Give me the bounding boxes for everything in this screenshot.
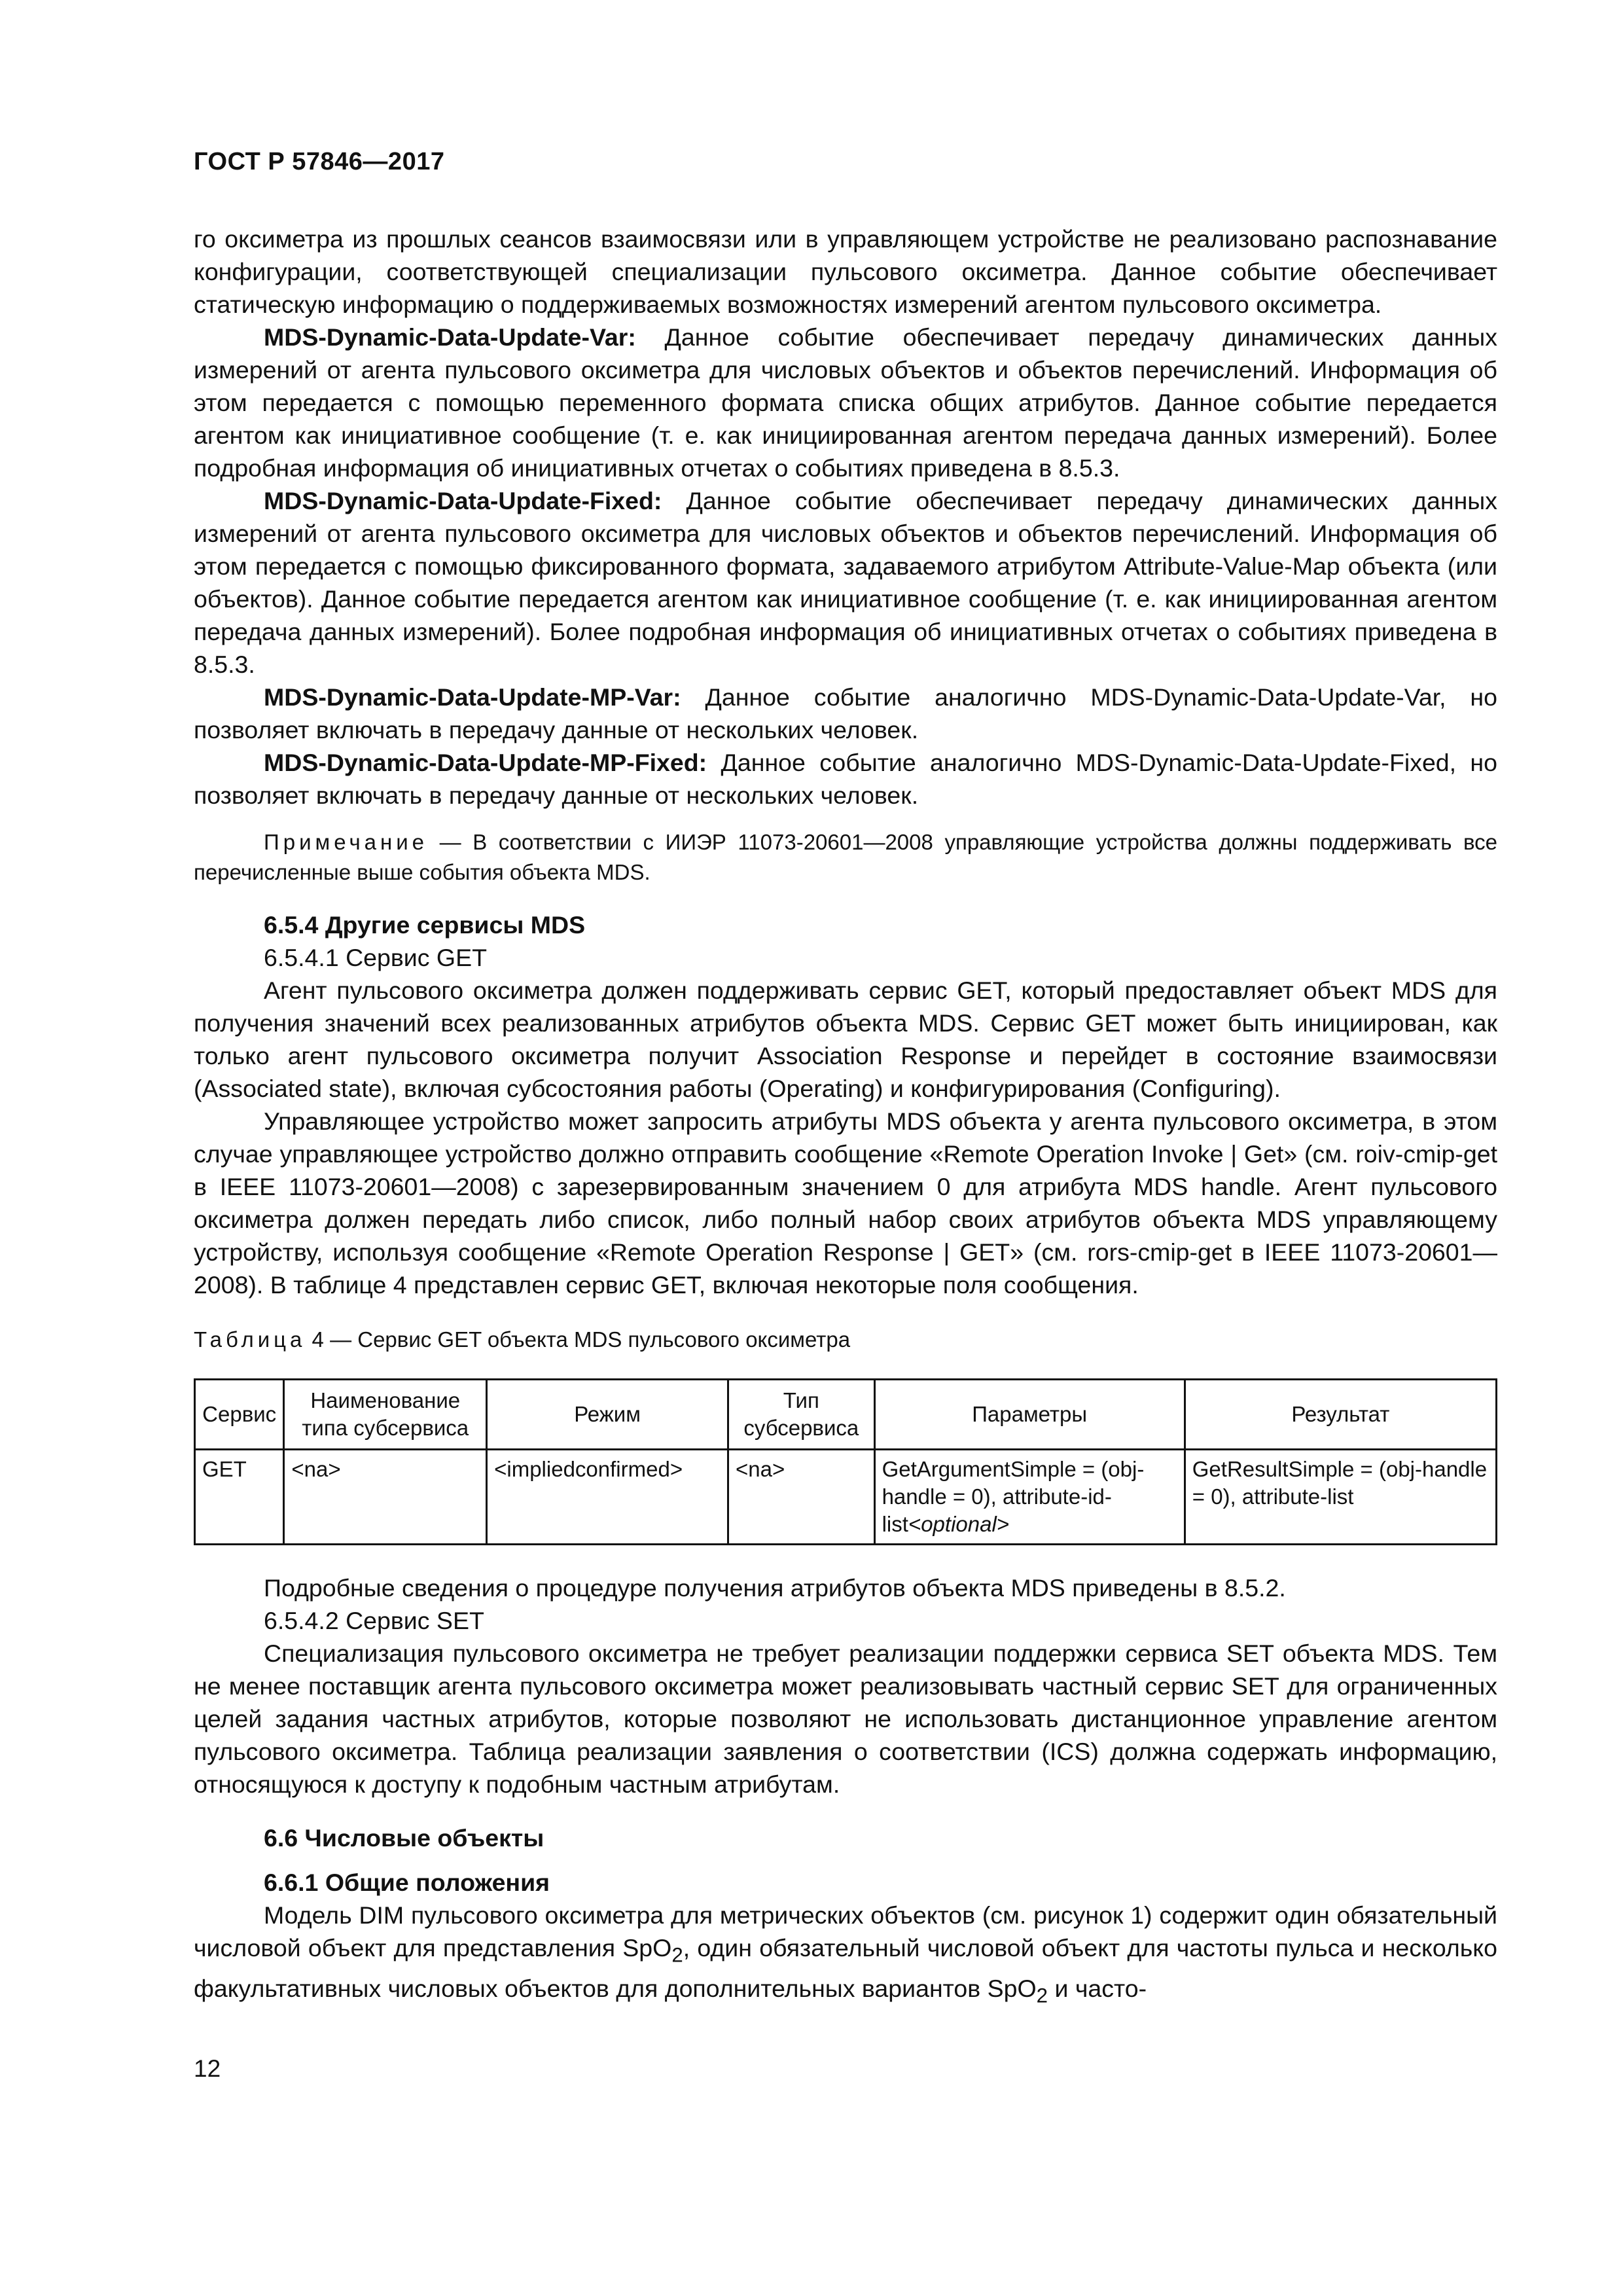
paragraph-continuation: го оксиметра из прошлых сеансов взаимосвязи или в управляющем устройстве не реализовано распознавание конфигурации, соответствующей специализации пульсового оксиметра. Данное событие обеспечивает статическую информацию о поддерживаемых возможностях измерений агентом пульсового оксиметра. xyxy=(194,225,1497,318)
subscript-2: 2 xyxy=(671,1943,683,1967)
event-description: Данное событие обеспечивает передачу динамических данных измерений от агента пульсового оксиметра для числовых объектов и объектов перечислений. Информация об этом передается с помощью фиксированного формата, задаваемого атрибутом Attribute-Value-Map объекта (или объектов). Данное событие передается агентом как инициативное сообщение (т. е. как инициированная агентом передача данных измерений). Более подробная информация об инициативных отчетах о событиях приведена в 8.5.3. xyxy=(194,487,1497,678)
table-header-cell: Результат xyxy=(1185,1380,1496,1450)
get-request-paragraph: Управляющее устройство может запросить атрибуты MDS объекта у агента пульсового оксиметра, в этом случае управляющее устройство должно отправить сообщение «Remote Operation Invoke | Get» (см. roiv-cmip-get в IEEE 11073-20601—2008) с зарезервированным значением 0 для атрибута MDS handle. Агент пульсового оксиметра должен передать либо список, либо полный набор своих атрибутов объекта MDS управляющему устройству, используя сообщение «Remote Operation Response | GET» (см. rors-cmip-get в IEEE 11073-20601—2008). В таблице 4 представлен сервис GET, включая некоторые поля сообщения. xyxy=(194,1107,1497,1299)
paragraph-text: , один обязательный числовой объект для частоты пульса и несколько факультативных числовых объектов для дополнительных вариантов SpO xyxy=(194,1934,1497,2002)
table-cell-subtype-name: <na> xyxy=(284,1450,487,1545)
numeric-objects-paragraph xyxy=(194,1899,1497,2012)
event-paragraph xyxy=(194,484,1497,681)
event-term: MDS-Dynamic-Data-Update-MP-Fixed: xyxy=(264,749,707,776)
event-description: Данное событие обеспечивает передачу динамических данных измерений от агента пульсового оксиметра для числовых объектов и объектов перечислений. Информация об этом передается с помощью переменного формата списка общих атрибутов. Данное событие передается агентом как инициативное сообщение (т. е. как инициированная агентом передача данных измерений). Более подробная информация об инициативных отчетах о событиях приведена в 8.5.3. xyxy=(194,323,1497,482)
document-header: ГОСТ Р 57846—2017 xyxy=(194,148,445,175)
event-term: MDS-Dynamic-Data-Update-MP-Var: xyxy=(264,683,681,711)
note xyxy=(194,827,1497,888)
subsection-title-6-5-4-2: 6.5.4.2 Сервис SET xyxy=(264,1607,484,1634)
event-description: Данное событие аналогично MDS-Dynamic-Data-Update-Fixed, но позволяет включать в передачу данные от нескольких человек. xyxy=(194,749,1497,809)
table-cell-result: GetResultSimple = (obj-handle = 0), attribute-list xyxy=(1185,1450,1496,1545)
table-caption-label: Таблица xyxy=(194,1327,306,1352)
event-paragraph xyxy=(194,681,1497,746)
get-service-table xyxy=(194,1378,1497,1545)
table-header-cell: Параметры xyxy=(874,1380,1185,1450)
table-header-row xyxy=(195,1380,1497,1450)
table-caption-text: 4 — Сервис GET объекта MDS пульсового оксиметра xyxy=(306,1327,851,1352)
table-cell-subtype: <na> xyxy=(728,1450,875,1545)
paragraph-text: Модель DIM пульсового оксиметра для метрических объектов (см. рисунок 1) содержит один обязательный числовой объект для представления SpO xyxy=(194,1901,1497,1962)
section-title-6-5-4: 6.5.4 Другие сервисы MDS xyxy=(264,911,586,939)
event-term: MDS-Dynamic-Data-Update-Var: xyxy=(264,323,636,351)
document-body xyxy=(194,223,1497,2012)
table-cell-mode: <impliedconfirmed> xyxy=(487,1450,728,1545)
section-title-6-6: 6.6 Числовые объекты xyxy=(264,1824,544,1852)
get-service-paragraph: Агент пульсового оксиметра должен поддерживать сервис GET, который предоставляет объект MDS для получения значений всех реализованных атрибутов объекта MDS. Сервис GET может быть инициирован, как только агент пульсового оксиметра получит Association Response и перейдет в состояние взаимосвязи (Associated state), включая субсостояния работы (Operating) и конфигурирования (Configuring). xyxy=(194,977,1497,1102)
event-term: MDS-Dynamic-Data-Update-Fixed: xyxy=(264,487,662,514)
table-header-cell: Сервис xyxy=(195,1380,284,1450)
note-label: Примечание xyxy=(264,830,429,854)
table-header-cell: Наименование типа субсервиса xyxy=(284,1380,487,1450)
event-description: Данное событие аналогично MDS-Dynamic-Data-Update-Var, но позволяет включать в передачу данные от нескольких человек. xyxy=(194,683,1497,744)
table-row xyxy=(195,1450,1497,1545)
paragraph-text: и часто- xyxy=(1048,1974,1147,2002)
set-service-paragraph: Специализация пульсового оксиметра не требует реализации поддержки сервиса SET объекта MDS. Тем не менее поставщик агента пульсового оксиметра может реализовывать частный сервис SET для ограниченных целей задания частных атрибутов, которые позволяют не использовать дистанционное управление агентом пульсового оксиметра. Таблица реализации заявления о соответствии (ICS) должна содержать информацию, относящуюся к доступу к подобным частным атрибутам. xyxy=(194,1640,1497,1798)
get-procedure-paragraph: Подробные сведения о процедуре получения атрибутов объекта MDS приведены в 8.5.2. xyxy=(264,1574,1286,1602)
parameters-optional: <optional> xyxy=(908,1512,1010,1536)
table-cell-service: GET xyxy=(195,1450,284,1545)
table-header-cell: Режим xyxy=(487,1380,728,1450)
table-caption xyxy=(194,1325,1497,1355)
subsection-title-6-5-4-1: 6.5.4.1 Сервис GET xyxy=(264,944,488,971)
event-paragraph xyxy=(194,321,1497,484)
table-cell-parameters xyxy=(874,1450,1185,1545)
subsection-title-6-6-1: 6.6.1 Общие положения xyxy=(264,1869,550,1896)
event-paragraph xyxy=(194,746,1497,812)
page-number: 12 xyxy=(194,2055,221,2082)
table-header-cell: Тип субсервиса xyxy=(728,1380,875,1450)
note-text: — В соответствии с ИИЭР 11073-20601—2008 управляющие устройства должны поддерживать все перечисленные выше события объекта MDS. xyxy=(194,830,1497,884)
parameters-text: GetArgumentSimple = (obj-handle = 0), attribute-id-list xyxy=(882,1457,1145,1536)
subscript-2: 2 xyxy=(1036,1984,1048,2007)
